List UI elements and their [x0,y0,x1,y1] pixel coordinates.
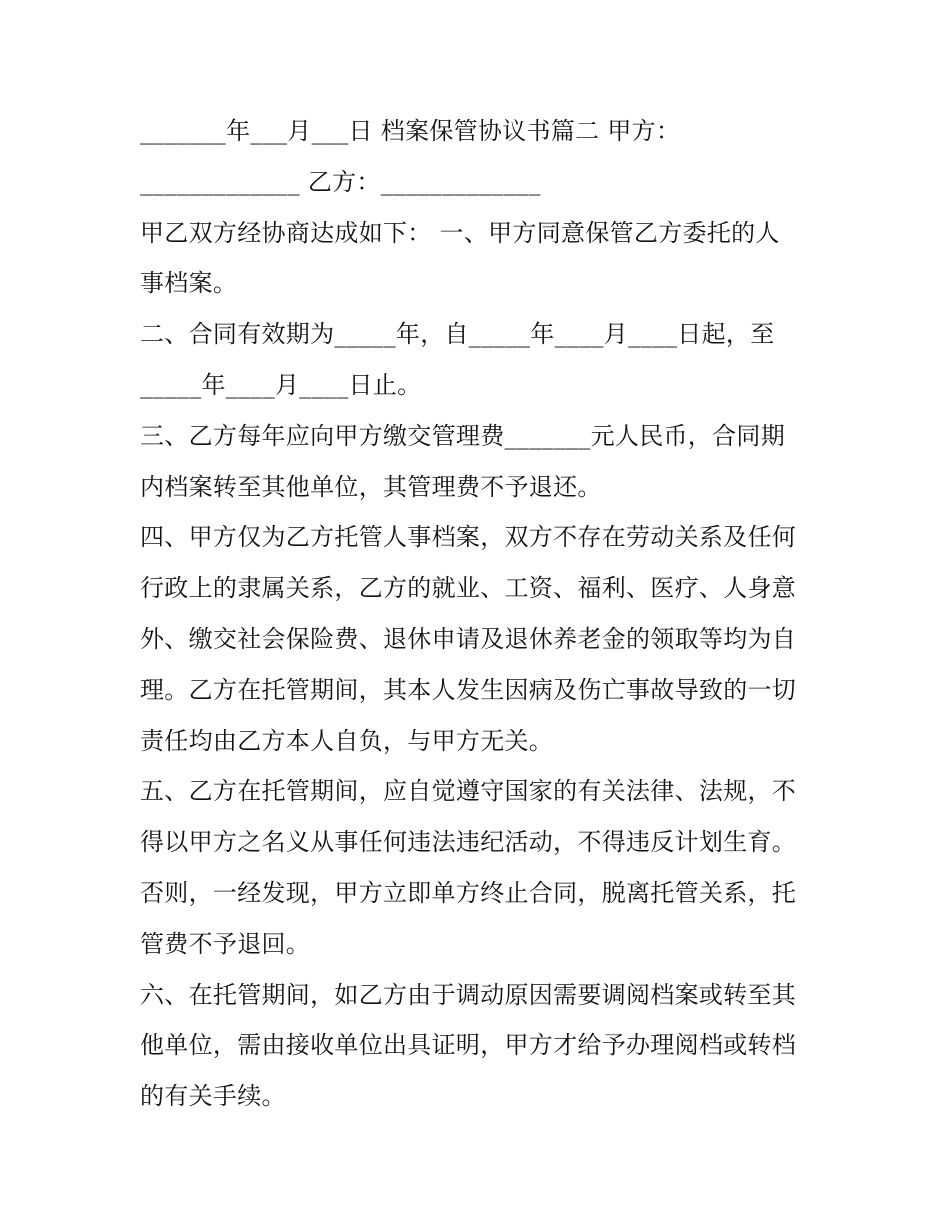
clause-5-line-4: 管费不予退回。 [140,929,311,958]
clause-5-line-1: 五、乙方在托管期间，应自觉遵守国家的有关法律、法规，不 [140,777,797,806]
clause-6-line-3: 的有关手续。 [140,1082,286,1111]
clause-3-line-1: 三、乙方每年应向甲方缴交管理费_______元人民币，合同期 [140,421,785,450]
agreement-body [140,106,820,1122]
clause-3-line-2: 内档案转至其他单位，其管理费不予退还。 [140,472,602,501]
date-title-line: _______年___月___日 档案保管协议书篇二 甲方： [140,117,681,145]
clause-1-line-1: 甲乙双方经协商达成如下： 一、甲方同意保管乙方委托的人 [140,218,780,247]
clause-4-line-5: 责任均由乙方本人自负，与甲方无关。 [140,726,554,755]
clause-5-line-2: 得以甲方之名义从事任何违法违纪活动，不得违反计划生育。 [140,828,797,857]
clause-1-line-2: 事档案。 [140,269,238,298]
clause-4-line-1: 四、甲方仅为乙方托管人事档案，双方不存在劳动关系及任何 [140,523,797,552]
clause-2-line-2: _____年____月____日止。 [140,370,422,399]
clause-4-line-3: 外、缴交社会保险费、退休申请及退休养老金的领取等均为自 [140,624,797,653]
clause-6-line-2: 他单位，需由接收单位出具证明，甲方才给予办理阅档或转档 [140,1031,797,1060]
clause-6-line-1: 六、在托管期间，如乙方由于调动原因需要调阅档案或转至其 [140,980,797,1009]
clause-5-line-3: 否则，一经发现，甲方立即单方终止合同，脱离托管关系，托 [140,878,797,907]
clause-2-line-1: 二、合同有效期为_____年，自_____年____月____日起，至 [140,320,775,349]
clause-4-line-2: 行政上的隶属关系，乙方的就业、工资、福利、医疗、人身意 [140,574,797,603]
clause-4-line-4: 理。乙方在托管期间，其本人发生因病及伤亡事故导致的一切 [140,675,797,704]
party-b-line: _____________ 乙方：_____________ [140,167,541,196]
